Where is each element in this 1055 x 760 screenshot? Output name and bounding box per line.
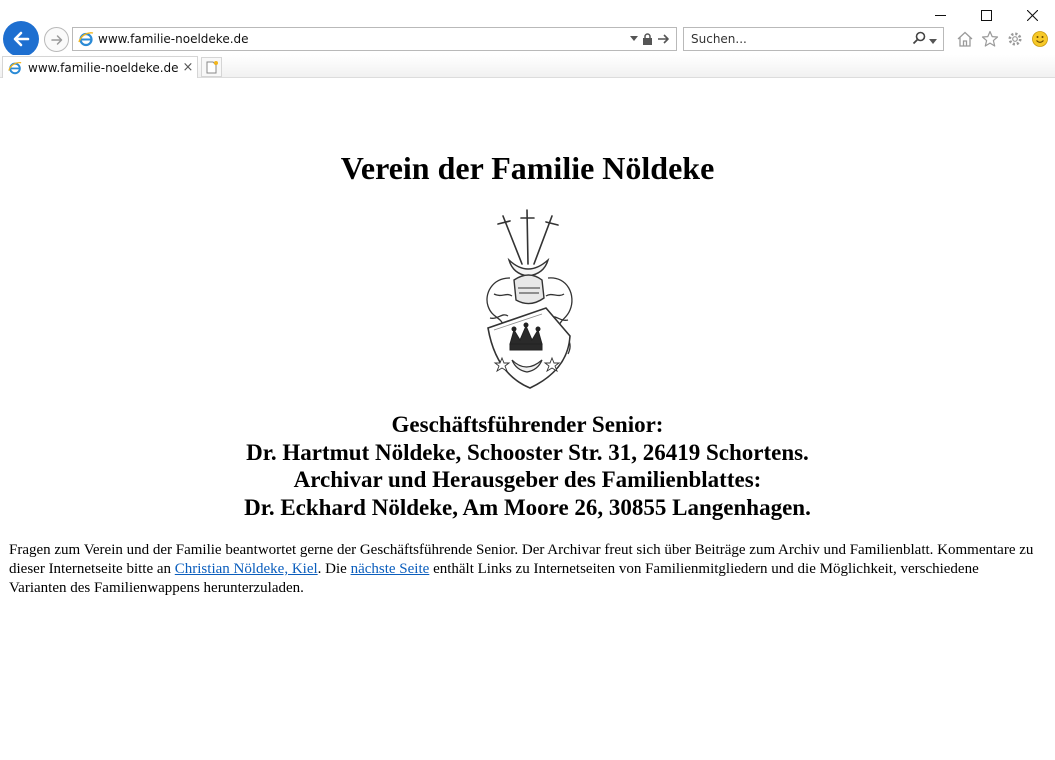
- close-window-button[interactable]: [1009, 0, 1055, 30]
- search-dropdown-icon[interactable]: [929, 30, 937, 49]
- minimize-icon: [935, 10, 946, 21]
- intro-text-2: . Die: [317, 561, 351, 577]
- back-arrow-icon: [11, 29, 31, 49]
- toolbar-icons: [955, 29, 1050, 49]
- gear-icon[interactable]: [1005, 29, 1025, 49]
- new-tab-button[interactable]: [201, 57, 222, 77]
- search-input[interactable]: [684, 29, 912, 49]
- web-page: [0, 78, 1055, 760]
- back-button[interactable]: [3, 21, 39, 57]
- minimize-button[interactable]: [917, 0, 963, 30]
- coat-of-arms-icon: [474, 208, 584, 394]
- home-icon[interactable]: [955, 29, 975, 49]
- window-controls: [917, 0, 1055, 30]
- browser-chrome: [0, 0, 1055, 78]
- tab-familie-noeldeke[interactable]: [2, 56, 198, 78]
- page-title: Verein der Familie Nöldeke: [340, 150, 715, 186]
- forward-arrow-icon: [50, 33, 64, 47]
- maximize-button[interactable]: [963, 0, 1009, 30]
- search-icon[interactable]: [912, 30, 926, 49]
- intro-paragraph: [9, 541, 1039, 598]
- tab-close-button[interactable]: ×: [182, 60, 194, 75]
- smiley-icon[interactable]: [1030, 29, 1050, 49]
- go-arrow-icon[interactable]: [657, 33, 670, 45]
- address-text[interactable]: www.familie-noeldeke.de: [98, 32, 249, 46]
- dropdown-icon[interactable]: [630, 36, 638, 42]
- maximize-icon: [981, 10, 992, 21]
- archivist-role: Archivar und Herausgeber des Familienblattes:: [293, 467, 762, 492]
- archivist-address: Dr. Eckhard Nöldeke, Am Moore 26, 30855 Langenhagen.: [244, 494, 811, 520]
- tab-ie-icon: [6, 59, 24, 77]
- tab-bar: [0, 55, 1055, 78]
- close-icon: [1027, 10, 1038, 21]
- favorites-star-icon[interactable]: [980, 29, 1000, 49]
- contact-link[interactable]: Christian Nöldeke, Kiel: [174, 561, 318, 577]
- senior-address: Dr. Hartmut Nöldeke, Schooster Str. 31, 26419 Schortens.: [246, 439, 809, 465]
- intro-text-1: Fragen zum Verein und der Familie beantwortet gerne der Geschäftsführende Senior. Der Archivar freut sich über Beiträge zum Archiv und Familienblatt. Kommentare zu dieser Internetseite bitte an: [9, 542, 1034, 577]
- next-page-link[interactable]: nächste Seite: [350, 561, 430, 577]
- senior-role: Geschäftsführender Senior:: [391, 412, 664, 437]
- intro-text-3: enthält Links zu Internetseiten von Familienmitgliedern und die Möglichkeit, verschiedene Varianten des Familienwappens herunterzuladen.: [9, 561, 979, 596]
- forward-button[interactable]: [44, 27, 69, 52]
- search-box[interactable]: [683, 27, 944, 51]
- contact-block: [0, 411, 1055, 521]
- tab-label: www.familie-noeldeke.de: [28, 60, 179, 75]
- ie-icon: [75, 28, 97, 50]
- address-bar[interactable]: [72, 27, 677, 51]
- lock-icon[interactable]: [642, 33, 653, 45]
- new-tab-icon: [205, 60, 219, 74]
